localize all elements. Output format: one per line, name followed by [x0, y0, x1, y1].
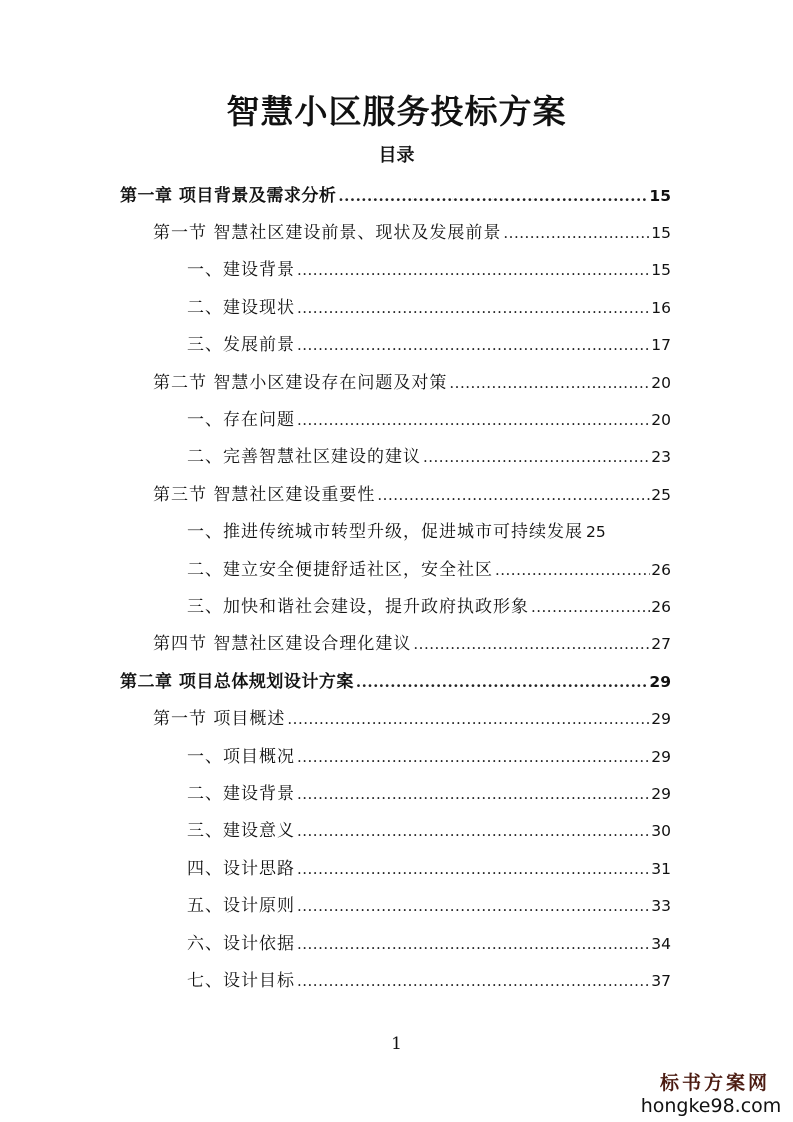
toc-entry-title: 第二章 项目总体规划设计方案: [120, 671, 354, 692]
toc-entry-title: 三、发展前景: [187, 335, 295, 356]
toc-dot-leader: [297, 297, 650, 319]
toc-entry-page: 20: [651, 373, 671, 392]
toc-dot-leader: [377, 484, 650, 506]
toc-entry-page: 26: [651, 597, 671, 616]
toc-dot-leader: [297, 259, 650, 281]
page-number: 1: [391, 1034, 402, 1054]
toc-entry-title: 第四节 智慧社区建设合理化建议: [153, 634, 412, 655]
toc-entry-level-3[interactable]: [0, 887, 671, 924]
toc-entry-level-3[interactable]: [0, 962, 671, 999]
toc-entry-page: 23: [651, 448, 671, 467]
toc-entry-title: 七、设计目标: [187, 970, 295, 991]
toc-entry-page: 30: [651, 822, 671, 841]
toc-entry-page: 33: [651, 897, 671, 916]
toc-entry-title: 二、建立安全便捷舒适社区，安全社区: [187, 559, 493, 580]
toc-entry-level-3[interactable]: [0, 738, 671, 775]
toc-entry-title: 五、设计原则: [187, 896, 295, 917]
toc-entry-level-2[interactable]: [0, 700, 671, 737]
toc-dot-leader: [297, 933, 650, 955]
toc-entry-page: 16: [651, 298, 671, 317]
toc-heading: 目录: [378, 145, 415, 166]
toc-entry-page: 17: [651, 336, 671, 355]
toc-entry-level-3[interactable]: [0, 850, 671, 887]
toc-entry-level-3[interactable]: [0, 289, 671, 326]
toc-entry-page: 37: [651, 971, 671, 990]
toc-entry-title: 一、存在问题: [187, 410, 295, 431]
toc-dot-leader: [338, 185, 648, 207]
toc-dot-leader: [449, 372, 650, 394]
toc-entry-level-3[interactable]: [0, 252, 671, 289]
toc-dot-leader: [356, 671, 649, 693]
watermark-site-url: hongke98.com: [640, 1095, 782, 1117]
toc-entry-title: 第一节 项目概述: [153, 709, 286, 730]
toc-entry-page: 15: [651, 261, 671, 280]
toc-entry-title: 二、建设背景: [187, 783, 295, 804]
toc-entry-level-3[interactable]: [0, 925, 671, 962]
toc-dot-leader: [297, 409, 650, 431]
toc-dot-leader: [297, 334, 650, 356]
toc-entry-title: 一、推进传统城市转型升级，促进城市可持续发展: [187, 522, 583, 543]
toc-entry-title: 三、建设意义: [187, 821, 295, 842]
toc-entry-level-2[interactable]: [0, 626, 671, 663]
toc-entry-page: 25: [651, 485, 671, 504]
toc-dot-leader: [297, 746, 650, 768]
toc-entry-page: 15: [649, 186, 671, 205]
toc-dot-leader: [503, 222, 650, 244]
toc-dot-leader: [423, 446, 650, 468]
toc-entry-page: 29: [649, 672, 671, 691]
document-title: 智慧小区服务投标方案: [226, 92, 567, 131]
toc-entry-level-3[interactable]: [0, 588, 671, 625]
toc-entry-title: 第三节 智慧社区建设重要性: [153, 484, 376, 505]
toc-entry-title: 第一章 项目背景及需求分析: [120, 185, 337, 206]
toc-dot-leader: [297, 895, 650, 917]
toc-entry-level-3[interactable]: [0, 775, 671, 812]
toc-entry-page: 26: [651, 560, 671, 579]
toc-dot-leader: [495, 559, 650, 581]
toc-entry-page: 20: [651, 411, 671, 430]
toc-entry-level-3[interactable]: [0, 401, 671, 438]
toc-entry-level-3[interactable]: [0, 514, 671, 551]
toc-entry-level-2[interactable]: [0, 214, 671, 251]
toc-dot-leader: [297, 820, 650, 842]
toc-entry-page: 29: [651, 747, 671, 766]
toc-entry-level-3[interactable]: [0, 327, 671, 364]
toc-entry-page: 29: [651, 784, 671, 803]
toc-entry-page: 25: [586, 523, 606, 542]
toc-entry-level-2[interactable]: [0, 476, 671, 513]
toc-dot-leader: [297, 783, 650, 805]
watermark-site-name: 标书方案网: [659, 1072, 770, 1094]
toc-entry-page: 29: [651, 710, 671, 729]
toc-entry-page: 15: [651, 224, 671, 243]
toc-entry-level-1[interactable]: [0, 177, 671, 214]
toc-dot-leader: [413, 633, 650, 655]
toc-entry-level-2[interactable]: [0, 364, 671, 401]
table-of-contents: [0, 177, 793, 1000]
toc-entry-level-3[interactable]: [0, 813, 671, 850]
toc-entry-title: 一、建设背景: [187, 260, 295, 281]
toc-dot-leader: [297, 858, 650, 880]
toc-entry-title: 二、建设现状: [187, 297, 295, 318]
toc-entry-title: 三、加快和谐社会建设，提升政府执政形象: [187, 596, 529, 617]
toc-entry-title: 六、设计依据: [187, 933, 295, 954]
toc-entry-level-1[interactable]: [0, 663, 671, 700]
toc-entry-title: 一、项目概况: [187, 746, 295, 767]
toc-dot-leader: [297, 970, 650, 992]
toc-entry-title: 第二节 智慧小区建设存在问题及对策: [153, 372, 448, 393]
toc-dot-leader: [287, 708, 650, 730]
toc-entry-title: 第一节 智慧社区建设前景、现状及发展前景: [153, 223, 502, 244]
toc-entry-level-3[interactable]: [0, 439, 671, 476]
toc-entry-page: 31: [651, 859, 671, 878]
toc-entry-page: 27: [651, 635, 671, 654]
toc-entry-title: 四、设计思路: [187, 858, 295, 879]
toc-entry-title: 二、完善智慧社区建设的建议: [187, 447, 421, 468]
toc-dot-leader: [531, 596, 650, 618]
toc-entry-page: 34: [651, 934, 671, 953]
toc-entry-level-3[interactable]: [0, 551, 671, 588]
